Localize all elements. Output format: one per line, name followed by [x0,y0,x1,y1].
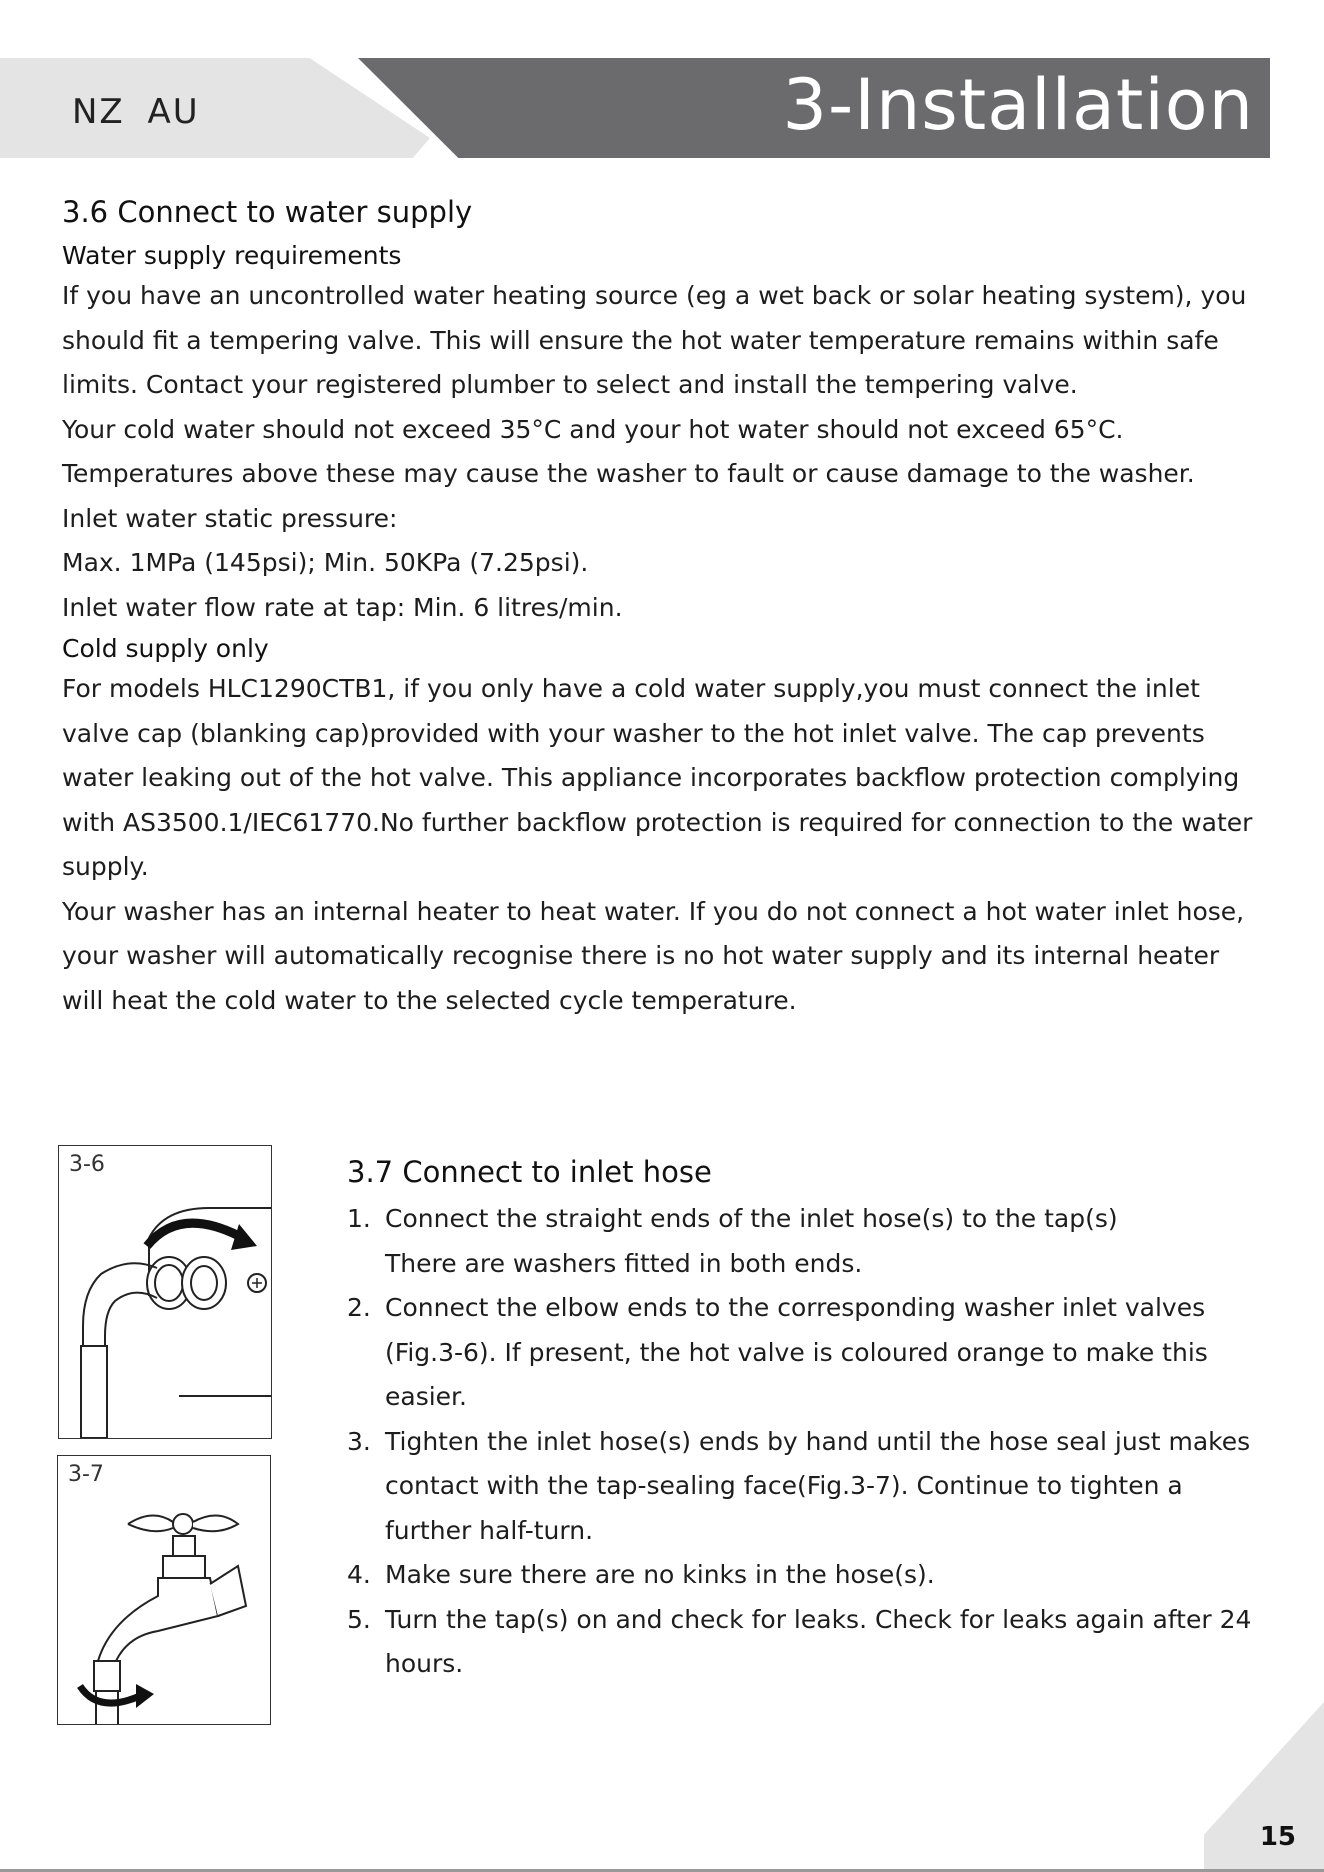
inlet-valve-illustration [59,1146,271,1438]
paragraph: Inlet water flow rate at tap: Min. 6 litres/min. [62,592,623,622]
step-text: Connect the straight ends of the inlet hose(s) to the tap(s) [385,1204,1118,1233]
paragraph: Temperatures above these may cause the washer to fault or cause damage to the washer. [62,459,1195,488]
step-item [347,1286,1267,1420]
tap-illustration [58,1456,270,1724]
paragraph: Your washer has an internal heater to heat water. If you do not connect a hot water inlet hose, your washer will automatically recognise there is no hot water supply and its internal heater will heat the cold water to the selected cycle temperature. [62,896,1245,1015]
paragraph: Inlet water static pressure: [62,503,398,533]
step-text: Make sure there are no kinks in the hose(s). [385,1560,935,1589]
region-tab [0,58,430,158]
section-title: 3.6 Connect to water supply [62,195,473,229]
figure-label: 3-7 [68,1462,104,1487]
paragraph: Max. 1MPa (145psi); Min. 50KPa (7.25psi). [62,548,589,577]
step-number: 3. [347,1426,371,1456]
step-text: Turn the tap(s) on and check for leaks. Check for leaks again after 24 hours. [385,1604,1252,1678]
step-number: 4. [347,1560,371,1589]
section-3-7 [347,1155,1267,1687]
figure-3-6 [58,1145,272,1439]
step-text: Connect the elbow ends to the corresponding washer inlet valves (Fig.3-6). If present, the hot valve is coloured orange to make this easier. [385,1293,1208,1411]
section-title: 3.7 Connect to inlet hose [347,1155,712,1189]
subheading-water-supply-requirements: Water supply requirements [62,241,402,270]
step-number: 2. [347,1293,371,1322]
paragraph: Your cold water should not exceed 35°C and your hot water should not exceed 65°C. [62,414,1124,444]
step-number: 1. [347,1204,371,1233]
figure-label: 3-6 [69,1152,105,1177]
page-number: 15 [1259,1822,1296,1852]
chapter-title: 3-Installation [782,64,1254,146]
paragraph: For models HLC1290CTB1, if you only have a cold water supply,you must connect the inlet valve cap (blanking cap)provided with your washer to the hot inlet valve. The cap prevents water leaking out of the hot valve. This appliance incorporates backflow protection complying with AS3500.1/IEC61770.No further backflow protection is required for connection to the water supply. [62,674,1253,881]
step-item [347,1197,1267,1286]
step-text: Tighten the inlet hose(s) ends by hand until the hose seal just makes contact with the tap-sealing face(Fig.3-7). Continue to tighten a further half-turn. [385,1426,1251,1545]
step-text: There are washers fitted in both ends. [385,1248,863,1278]
step-item [347,1598,1267,1687]
paragraph: If you have an uncontrolled water heating source (eg a wet back or solar heating system), you should fit a tempering valve. This will ensure the hot water temperature remains within safe limits. Contact your registered plumber to select and install the tempering valve. [62,281,1247,399]
figure-3-7 [57,1455,271,1725]
step-item [347,1420,1267,1554]
step-item [347,1553,1267,1598]
step-number: 5. [347,1604,371,1634]
subheading-cold-supply-only: Cold supply only [62,634,269,663]
region-label: NZ AU [72,92,200,132]
section-3-6 [62,195,1262,1023]
